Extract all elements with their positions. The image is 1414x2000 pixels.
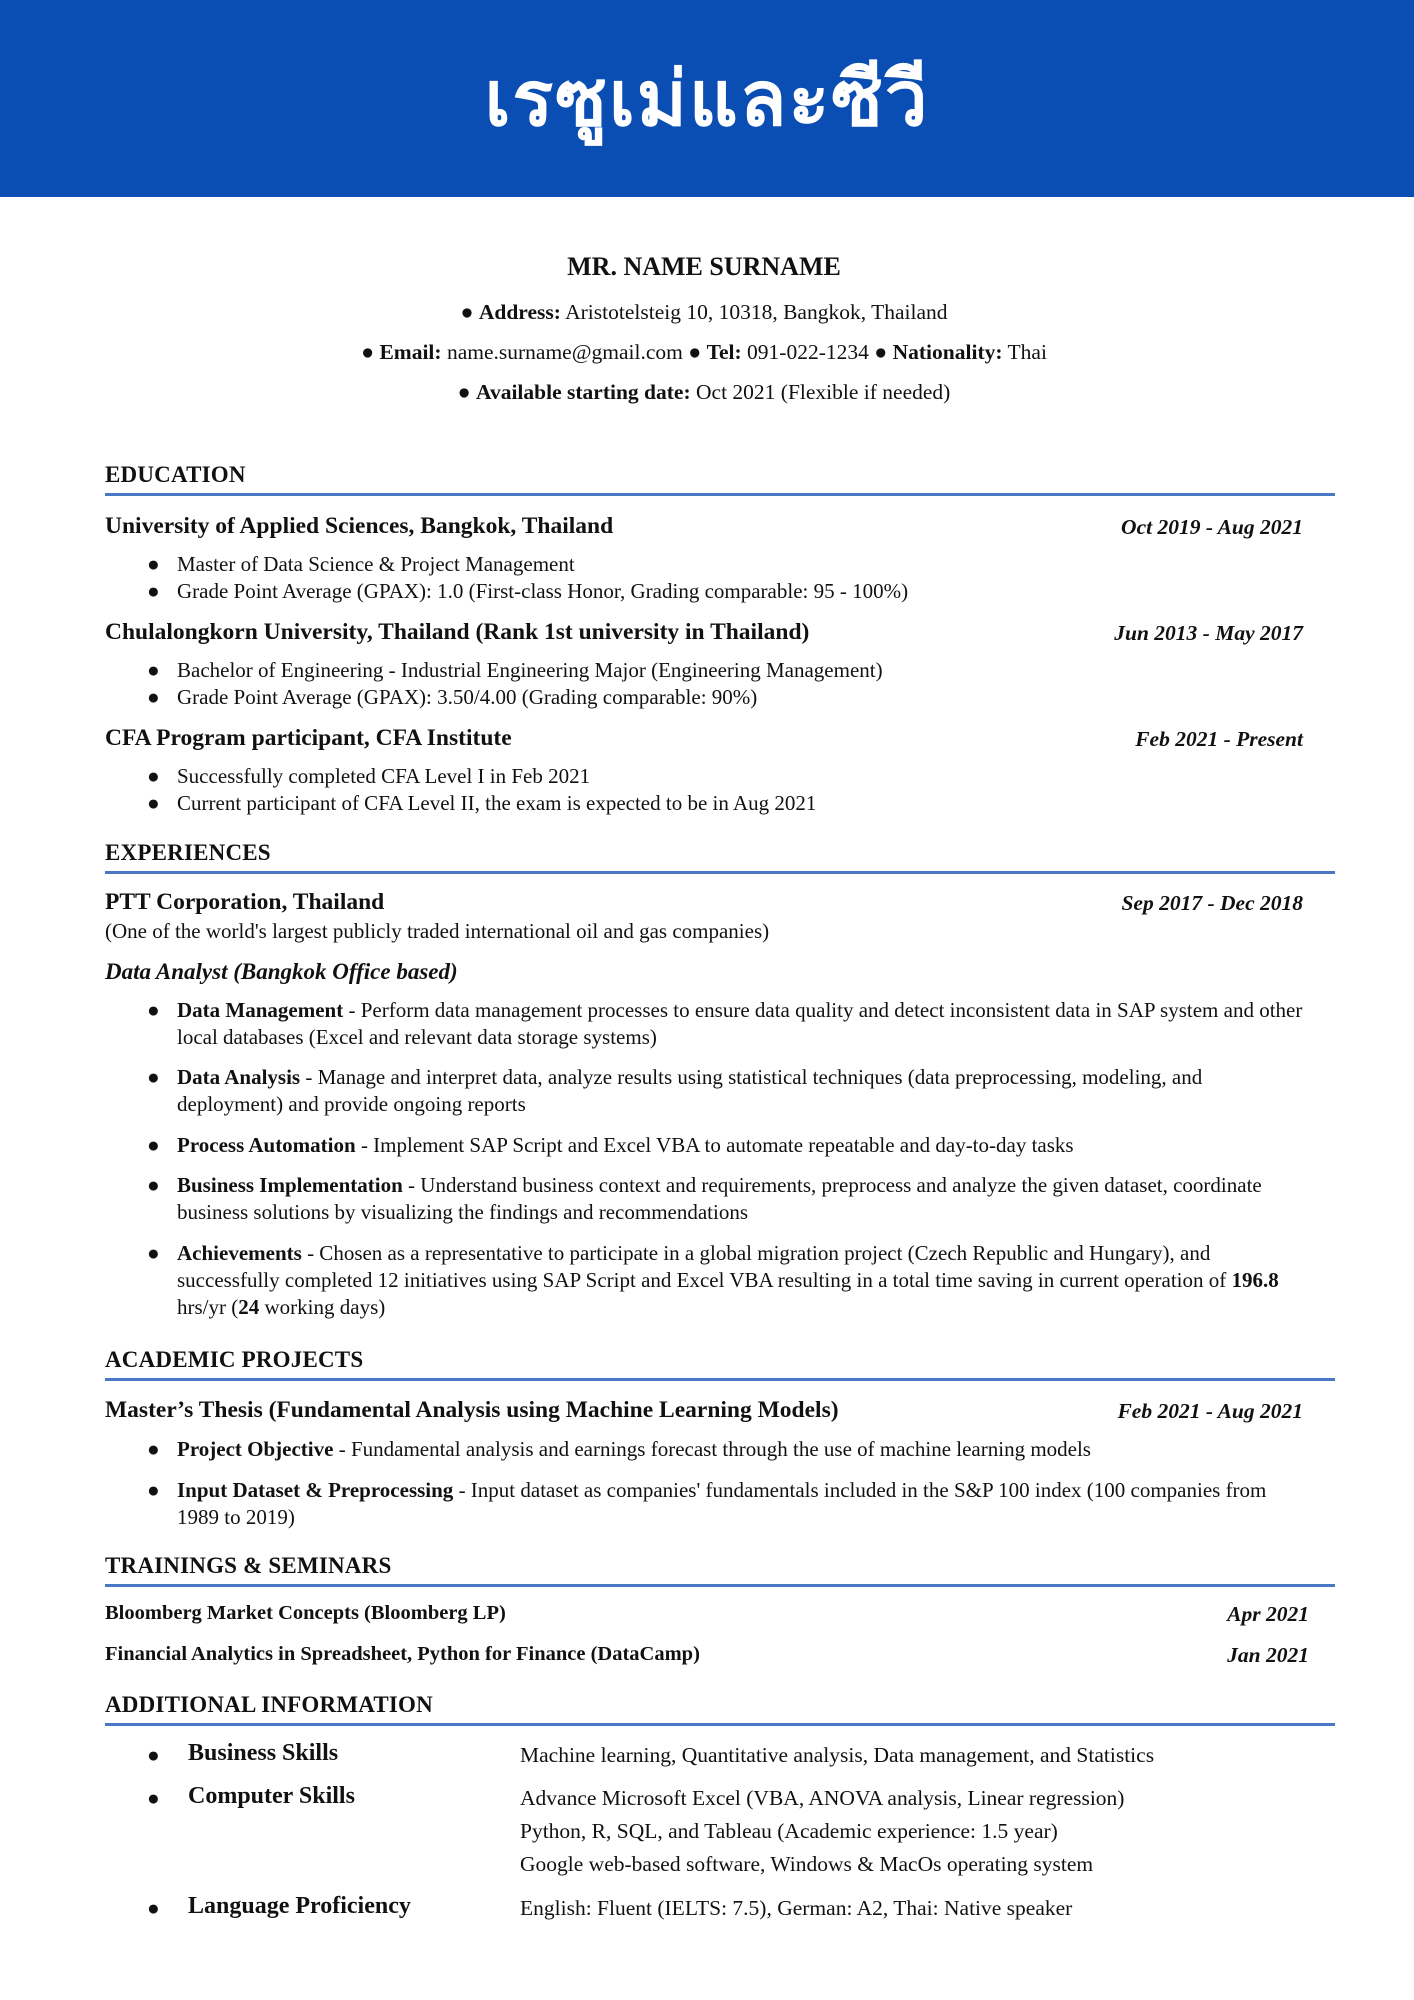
education-bullet bbox=[147, 790, 1307, 817]
bullet-text: - Chosen as a representative to participate in a global migration project (Czech Republic and Hungary), and successfully completed 12 initiatives using SAP Script and Excel VBA resulting in a total time saving in current operation of bbox=[177, 1241, 1232, 1292]
address-value: Aristotelsteig 10, 10318, Bangkok, Thailand bbox=[565, 300, 948, 324]
title-banner bbox=[0, 0, 1414, 197]
bullet-text: Bachelor of Engineering - Industrial Engineering Major (Engineering Management) bbox=[177, 658, 883, 682]
info-value-computer-skills bbox=[520, 1782, 1124, 1881]
info-value-business-skills bbox=[520, 1739, 1154, 1772]
bullet-icon: ● bbox=[147, 791, 160, 815]
bullet-icon: ● bbox=[688, 340, 702, 364]
bullet-icon: ● bbox=[147, 552, 160, 576]
bullet-text: - Perform data management processes to ensure data quality and detect inconsistent data in SAP system and other local databases (Excel and relevant data storage systems) bbox=[177, 998, 1303, 1049]
tel-value: 091-022-1234 bbox=[747, 340, 869, 364]
experience-bullet bbox=[147, 997, 1307, 1051]
bullet-icon: ● bbox=[147, 1065, 160, 1089]
bullet-icon: ● bbox=[147, 764, 160, 788]
trainings-heading: TRAININGS & SEMINARS bbox=[105, 1553, 392, 1578]
bullet-label: Data Management bbox=[177, 998, 344, 1022]
info-label-computer-skills: Computer Skills bbox=[188, 1783, 355, 1809]
nationality-label: Nationality: bbox=[892, 340, 1003, 364]
bullet-icon: ● bbox=[147, 685, 160, 709]
bullet-icon: ● bbox=[147, 1133, 160, 1157]
info-line: Advance Microsoft Excel (VBA, ANOVA analysis, Linear regression) bbox=[520, 1786, 1125, 1810]
bullet-icon: ● bbox=[147, 1173, 160, 1197]
contact-address-line bbox=[105, 300, 1303, 325]
info-label-language: Language Proficiency bbox=[188, 1893, 411, 1919]
training-date: Jan 2021 bbox=[1227, 1643, 1309, 1667]
days-saved: 24 bbox=[238, 1295, 260, 1319]
bullet-text: Grade Point Average (GPAX): 1.0 (First-class Honor, Grading comparable: 95 - 100%) bbox=[177, 579, 909, 603]
bullet-label: Input Dataset & Preprocessing bbox=[177, 1478, 454, 1502]
bullet-text: working days) bbox=[259, 1295, 386, 1319]
experiences-heading: EXPERIENCES bbox=[105, 840, 271, 865]
education-school: Chulalongkorn University, Thailand (Rank 1st university in Thailand) bbox=[105, 619, 810, 645]
training-date: Apr 2021 bbox=[1227, 1602, 1309, 1626]
section-divider bbox=[105, 871, 1335, 874]
contact-email-line bbox=[105, 340, 1303, 365]
experience-bullet bbox=[147, 1240, 1307, 1321]
bullet-label: Project Objective bbox=[177, 1437, 334, 1461]
bullet-text: - Manage and interpret data, analyze results using statistical techniques (data preprocessing, modeling, and deployment) and provide ongoing reports bbox=[177, 1065, 1203, 1116]
bullet-icon: ● bbox=[361, 340, 375, 364]
education-bullet bbox=[147, 657, 1307, 684]
bullet-icon: ● bbox=[457, 380, 471, 404]
bullet-icon: ● bbox=[147, 1437, 160, 1461]
bullet-icon: ● bbox=[147, 998, 160, 1022]
available-value: Oct 2021 (Flexible if needed) bbox=[696, 380, 951, 404]
info-line: English: Fluent (IELTS: 7.5), German: A2, Thai: Native speaker bbox=[520, 1896, 1073, 1920]
bullet-text: Grade Point Average (GPAX): 3.50/4.00 (Grading comparable: 90%) bbox=[177, 685, 758, 709]
bullet-icon: ● bbox=[147, 658, 160, 682]
bullet-icon: ● bbox=[147, 1478, 160, 1502]
education-bullet bbox=[147, 551, 1307, 578]
info-line: Python, R, SQL, and Tableau (Academic experience: 1.5 year) bbox=[520, 1819, 1058, 1843]
training-name: Financial Analytics in Spreadsheet, Python for Finance (DataCamp) bbox=[105, 1643, 700, 1665]
banner-title: เรซูเม่และซีวี bbox=[484, 53, 930, 143]
bullet-text: - Fundamental analysis and earnings forecast through the use of machine learning models bbox=[333, 1437, 1091, 1461]
info-label-business-skills: Business Skills bbox=[188, 1740, 339, 1766]
candidate-name: MR. NAME SURNAME bbox=[567, 252, 841, 281]
training-name: Bloomberg Market Concepts (Bloomberg LP) bbox=[105, 1602, 506, 1624]
available-label: Available starting date: bbox=[476, 380, 691, 404]
bullet-label: Process Automation bbox=[177, 1133, 356, 1157]
address-label: Address: bbox=[478, 300, 561, 324]
hours-saved: 196.8 bbox=[1231, 1268, 1279, 1292]
bullet-text: - Input dataset as companies' fundamentals included in the S&P 100 index (100 companies from 1989 to 2019) bbox=[177, 1478, 1267, 1529]
experience-date: Sep 2017 - Dec 2018 bbox=[1121, 891, 1303, 915]
info-value-language bbox=[520, 1892, 1072, 1925]
project-date: Feb 2021 - Aug 2021 bbox=[1117, 1399, 1303, 1423]
bullet-icon: ● bbox=[874, 340, 888, 364]
bullet-text: Successfully completed CFA Level I in Feb 2021 bbox=[177, 764, 591, 788]
section-divider bbox=[105, 1378, 1335, 1381]
bullet-text: Master of Data Science & Project Management bbox=[177, 552, 575, 576]
info-line: Google web-based software, Windows & MacOs operating system bbox=[520, 1852, 1094, 1876]
bullet-icon: ● bbox=[460, 300, 474, 324]
contact-availability-line bbox=[105, 380, 1303, 405]
education-date: Jun 2013 - May 2017 bbox=[1114, 621, 1303, 645]
experience-role: Data Analyst (Bangkok Office based) bbox=[105, 959, 458, 984]
education-bullet bbox=[147, 684, 1307, 711]
bullet-label: Data Analysis bbox=[177, 1065, 301, 1089]
experience-company-description: (One of the world's largest publicly traded international oil and gas companies) bbox=[105, 919, 770, 943]
info-line: Machine learning, Quantitative analysis, Data management, and Statistics bbox=[520, 1743, 1155, 1767]
projects-heading: ACADEMIC PROJECTS bbox=[105, 1347, 364, 1372]
bullet-icon: ● bbox=[147, 1743, 160, 1767]
education-bullet bbox=[147, 763, 1307, 790]
section-divider bbox=[105, 493, 1335, 496]
bullet-icon: ● bbox=[147, 1786, 160, 1810]
education-school: University of Applied Sciences, Bangkok, Thailand bbox=[105, 513, 614, 539]
tel-label: Tel: bbox=[706, 340, 742, 364]
bullet-icon: ● bbox=[147, 1241, 160, 1265]
section-divider bbox=[105, 1723, 1335, 1726]
bullet-icon: ● bbox=[147, 1896, 160, 1920]
bullet-text: - Understand business context and requirements, preprocess and analyze the given dataset, coordinate business solutions by visualizing the findings and recommendations bbox=[177, 1173, 1262, 1224]
experience-company: PTT Corporation, Thailand bbox=[105, 889, 385, 915]
bullet-label: Achievements bbox=[177, 1241, 302, 1265]
email-value[interactable]: name.surname@gmail.com bbox=[446, 340, 683, 364]
education-date: Feb 2021 - Present bbox=[1135, 727, 1303, 751]
nationality-value: Thai bbox=[1007, 340, 1047, 364]
project-bullet bbox=[147, 1436, 1307, 1463]
section-divider bbox=[105, 1584, 1335, 1587]
bullet-text: - Implement SAP Script and Excel VBA to automate repeatable and day-to-day tasks bbox=[355, 1133, 1074, 1157]
experience-bullet bbox=[147, 1172, 1307, 1226]
education-date: Oct 2019 - Aug 2021 bbox=[1121, 515, 1303, 539]
additional-heading: ADDITIONAL INFORMATION bbox=[105, 1692, 433, 1717]
email-label: Email: bbox=[379, 340, 442, 364]
bullet-text: Current participant of CFA Level II, the exam is expected to be in Aug 2021 bbox=[177, 791, 817, 815]
bullet-icon: ● bbox=[147, 579, 160, 603]
bullet-label: Business Implementation bbox=[177, 1173, 403, 1197]
project-bullet bbox=[147, 1477, 1307, 1531]
education-school: CFA Program participant, CFA Institute bbox=[105, 725, 512, 751]
project-title: Master’s Thesis (Fundamental Analysis using Machine Learning Models) bbox=[105, 1397, 839, 1423]
education-heading: EDUCATION bbox=[105, 462, 246, 487]
education-bullet bbox=[147, 578, 1307, 605]
experience-bullet bbox=[147, 1064, 1307, 1118]
experience-bullet bbox=[147, 1132, 1307, 1159]
bullet-text: hrs/yr ( bbox=[177, 1295, 239, 1319]
